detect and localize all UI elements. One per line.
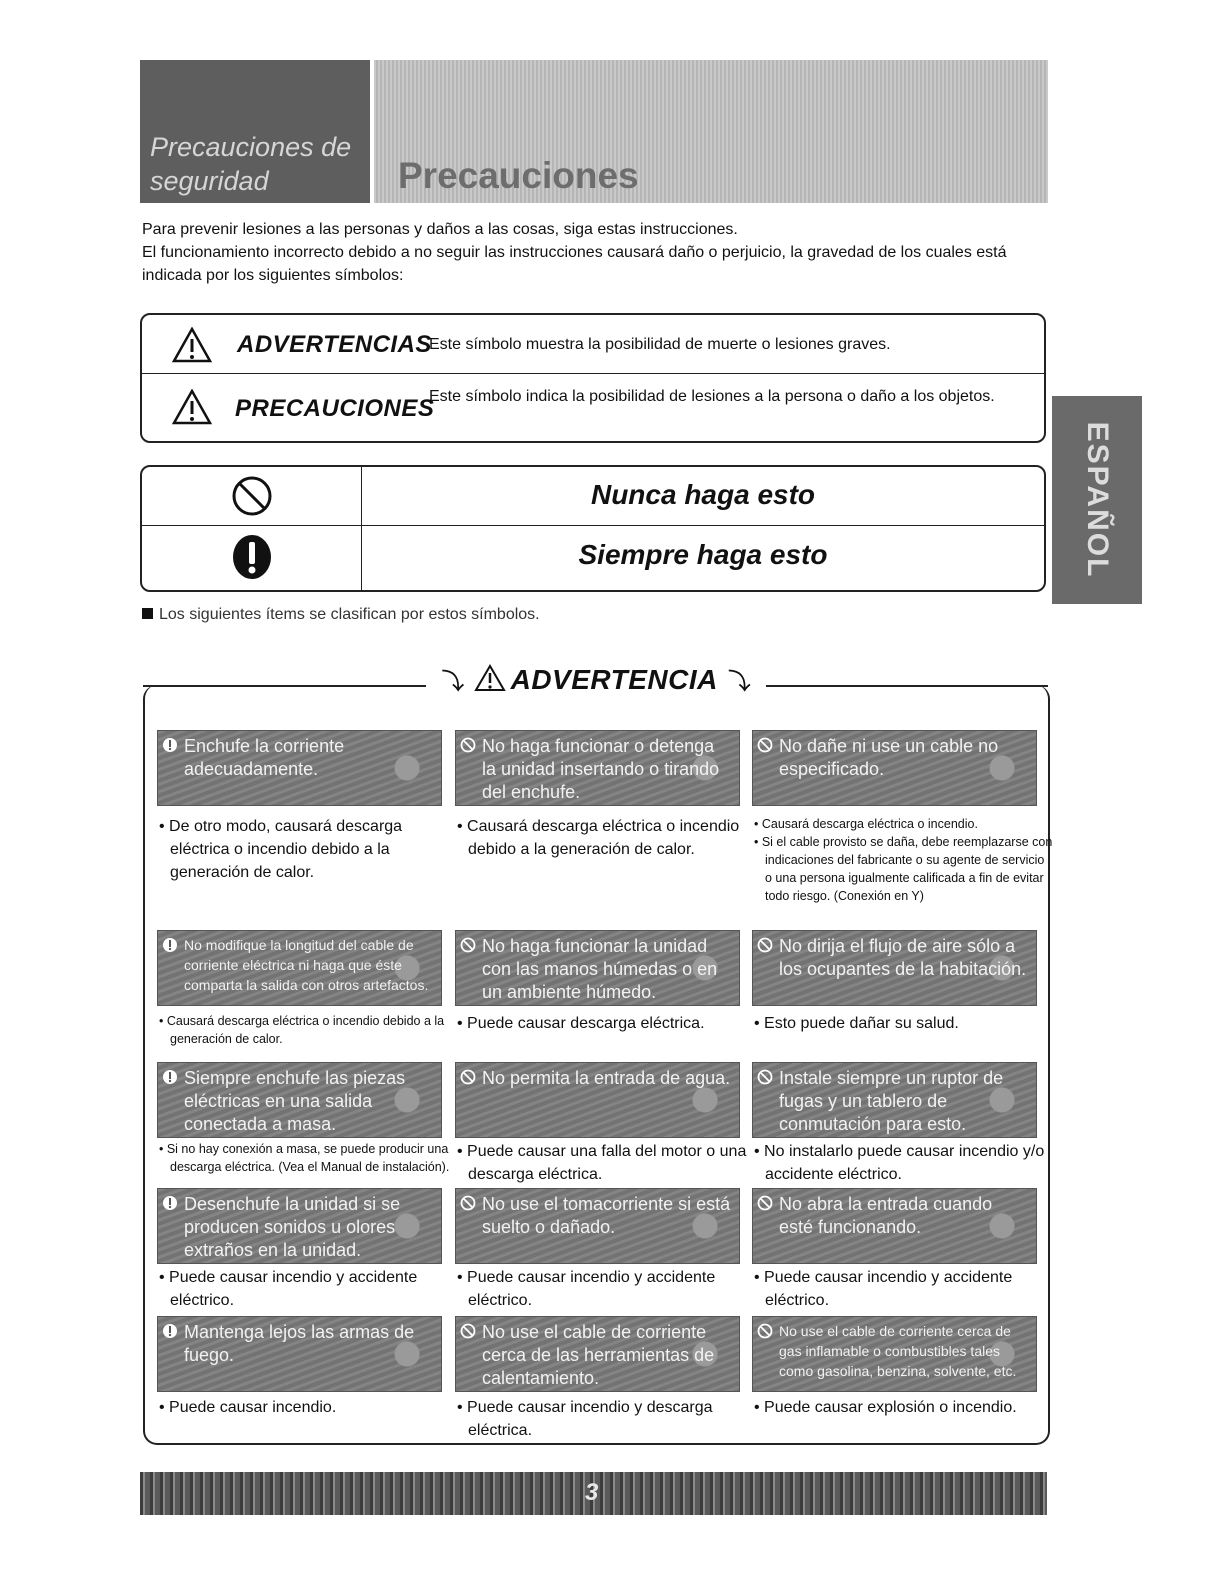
prohibited-icon <box>231 475 273 517</box>
warning-item-banner <box>752 1316 1037 1392</box>
warning-item-title: Siempre enchufe las piezas eléctricas en una salida conectada a masa. <box>184 1068 406 1134</box>
warning-item-banner <box>752 1062 1037 1138</box>
note-text: Los siguientes ítems se clasifican por estos símbolos. <box>159 606 540 623</box>
page-title: Precauciones <box>398 155 639 196</box>
warning-item-banner <box>752 1188 1037 1264</box>
description-line: • Puede causar una falla del motor o una descarga eléctrica. <box>457 1143 747 1183</box>
classification-note <box>142 606 540 624</box>
description-line: • Causará descarga eléctrica o incendio debido a la generación de calor. <box>457 818 740 858</box>
page-footer <box>140 1472 1047 1515</box>
warning-triangle-icon <box>172 327 212 363</box>
warning-item-title: No use el cable de corriente cerca de las herramientas de calentamiento. <box>482 1322 715 1388</box>
language-label: ESPAÑOL <box>1081 421 1114 579</box>
description-line: • No instalarlo puede causar incendio y/o accidente eléctrico. <box>754 1143 1045 1183</box>
warning-item-title: No dirija el flujo de aire sólo a los ocupantes de la habitación. <box>779 936 1027 979</box>
warning-item-title: No abra la entrada cuando esté funcionando. <box>779 1194 993 1237</box>
description-line: • Si el cable provisto se daña, debe reemplazarse con indicaciones del fabricante o su agente de servicio o una persona igualmente calificada a fin de evitar todo riesgo. (Conexión en Y) <box>754 835 1053 903</box>
caution-triangle-icon <box>172 389 212 425</box>
description-line: • Puede causar explosión o incendio. <box>754 1399 1017 1416</box>
warning-item-title: Mantenga lejos las armas de fuego. <box>184 1322 415 1365</box>
prohibited-icon <box>460 1195 476 1211</box>
warning-item-title: No modifique la longitud del cable de corriente eléctrica ni haga que éste comparta la salida con otros artefactos. <box>184 937 429 993</box>
prohibited-icon <box>460 1323 476 1339</box>
warning-triangle-icon <box>474 664 506 692</box>
severity-legend <box>140 313 1046 443</box>
warning-text: Este símbolo muestra la posibilidad de muerte o lesiones graves. <box>429 336 891 353</box>
language-tab <box>1052 396 1142 604</box>
description-line: • Puede causar incendio y accidente eléctrico. <box>457 1269 716 1309</box>
warning-item-title: No use el tomacorriente si está suelto o dañado. <box>482 1194 731 1237</box>
prohibited-icon <box>757 737 773 753</box>
intro-line-2: El funcionamiento incorrecto debido a no seguir las instrucciones causará daño o perjuicio, la gravedad de los cuales está indicada por los siguientes símbolos: <box>142 244 1007 284</box>
title-bar <box>374 60 1048 203</box>
warning-item-description <box>455 815 756 861</box>
warning-item-title: No haga funcionar la unidad con las manos húmedas o en un ambiente húmedo. <box>482 936 718 1002</box>
description-line: • Causará descarga eléctrica o incendio. <box>754 817 978 831</box>
description-line: • Causará descarga eléctrica o incendio debido a la generación de calor. <box>159 1014 445 1046</box>
prohibited-icon <box>460 737 476 753</box>
description-line: • De otro modo, causará descarga eléctrica o incendio debido a la generación de calor. <box>159 818 403 881</box>
warning-item-title: No haga funcionar o detenga la unidad insertando o tirando del enchufe. <box>482 736 720 802</box>
mandatory-icon <box>162 1195 178 1211</box>
warning-item-title: No permita la entrada de agua. <box>482 1068 731 1088</box>
intro-line-1: Para prevenir lesiones a las personas y daños a las cosas, siga estas instrucciones. <box>142 221 738 238</box>
intro-text <box>142 218 1052 287</box>
warning-item-banner <box>455 1062 740 1138</box>
warning-item-description <box>455 1266 756 1312</box>
legend-horizontal-divider <box>142 525 1044 526</box>
warning-item-title: Enchufe la corriente adecuadamente. <box>184 736 345 779</box>
warning-item-description <box>455 1396 756 1442</box>
mandatory-icon <box>162 937 178 953</box>
prohibited-icon <box>460 1069 476 1085</box>
warning-item-description <box>752 815 1053 905</box>
prohibited-icon <box>757 1195 773 1211</box>
warning-item-banner <box>157 1316 442 1392</box>
warning-item-description <box>157 1266 458 1312</box>
description-line: • Puede causar incendio y accidente eléctrico. <box>159 1269 418 1309</box>
section-tab <box>140 60 370 203</box>
description-line: • Puede causar descarga eléctrica. <box>457 1015 705 1032</box>
description-line: • Puede causar incendio y descarga eléctrica. <box>457 1399 713 1439</box>
never-label: Nunca haga esto <box>590 479 816 510</box>
section-tab-line1: Precauciones de <box>150 132 352 162</box>
warning-item-title: Desenchufe la unidad si se producen sonidos u olores extraños en la unidad. <box>184 1194 401 1260</box>
warning-item-description <box>157 1140 458 1176</box>
mandatory-icon <box>231 533 273 581</box>
legend-divider <box>142 373 1044 374</box>
warning-item-description <box>752 1396 1053 1419</box>
warning-item-banner <box>157 1062 442 1138</box>
warning-item-banner <box>752 730 1037 806</box>
description-line: • Puede causar incendio. <box>159 1399 337 1416</box>
square-bullet-icon <box>142 608 153 619</box>
warning-item-banner <box>157 930 442 1006</box>
page-number: 3 <box>585 1479 599 1506</box>
warning-item-banner <box>752 930 1037 1006</box>
warning-item-description <box>752 1140 1053 1186</box>
description-line: • Puede causar incendio y accidente eléctrico. <box>754 1269 1013 1309</box>
warning-item-banner <box>455 1316 740 1392</box>
warning-item-banner <box>455 1188 740 1264</box>
description-line: • Si no hay conexión a masa, se puede producir una descarga eléctrica. (Vea el Manual de instalación). <box>159 1142 450 1174</box>
warning-item-description <box>455 1012 756 1035</box>
mandatory-icon <box>162 1323 178 1339</box>
caution-title: PRECAUCIONES <box>235 395 435 422</box>
warning-item-banner <box>455 930 740 1006</box>
caution-text: Este símbolo indica la posibilidad de lesiones a la persona o daño a los objetos. <box>429 388 995 405</box>
section-tab-line2: seguridad <box>150 166 269 196</box>
warning-item-title: No use el cable de corriente cerca de gas inflamable o combustibles tales como gasolina, benzina, solvente, etc. <box>779 1323 1017 1379</box>
warning-item-description <box>157 1396 458 1419</box>
warning-item-description <box>157 815 458 884</box>
prohibited-icon <box>460 937 476 953</box>
prohibited-icon <box>757 1069 773 1085</box>
heading-flourish-left-icon: ⤵ <box>441 669 464 694</box>
warning-item-description <box>752 1266 1053 1312</box>
mandatory-icon <box>162 737 178 753</box>
warning-item-description <box>157 1012 458 1048</box>
warning-item-banner <box>455 730 740 806</box>
prohibited-icon <box>757 937 773 953</box>
warning-item-title: No dañe ni use un cable no especificado. <box>779 736 999 779</box>
warning-item-banner <box>157 1188 442 1264</box>
warning-heading-text: ADVERTENCIA <box>510 664 718 695</box>
always-label: Siempre haga esto <box>578 539 828 570</box>
warning-item-banner <box>157 730 442 806</box>
heading-flourish-right-icon: ⤵ <box>728 669 751 694</box>
action-legend <box>140 465 1046 592</box>
warning-heading <box>426 664 766 704</box>
warning-title: ADVERTENCIAS <box>237 331 432 358</box>
warning-item-description <box>455 1140 756 1186</box>
mandatory-icon <box>162 1069 178 1085</box>
prohibited-icon <box>757 1323 773 1339</box>
warning-item-title: Instale siempre un ruptor de fugas y un tablero de conmutación para esto. <box>779 1068 1004 1134</box>
description-line: • Esto puede dañar su salud. <box>754 1015 959 1032</box>
warning-item-description <box>752 1012 1053 1035</box>
